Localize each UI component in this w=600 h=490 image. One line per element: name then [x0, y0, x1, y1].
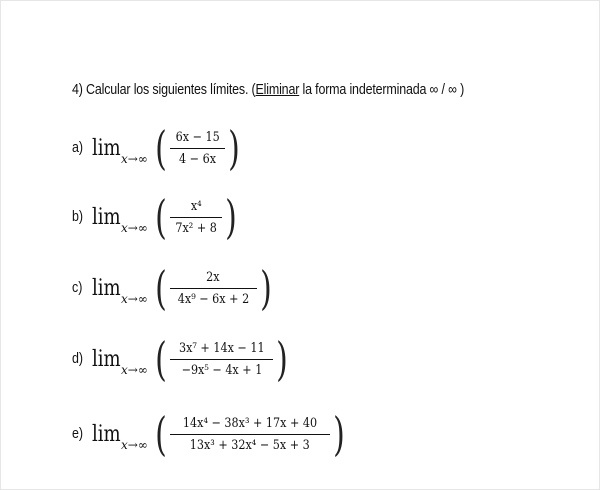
limit-subscript: x→∞ — [120, 292, 148, 306]
problem-letter: c) — [72, 280, 83, 296]
fraction-bar — [170, 217, 222, 218]
limit-subscript: x→∞ — [120, 363, 148, 377]
problem-a — [72, 118, 243, 178]
problem-letter: b) — [72, 209, 84, 225]
exercise-heading — [72, 82, 464, 98]
left-paren: ( — [154, 332, 167, 386]
heading-prefix: 4) Calcular los siguientes límites. ( — [72, 82, 256, 98]
problem-c — [72, 258, 275, 318]
left-paren: ( — [154, 407, 167, 461]
fraction — [170, 341, 274, 378]
numerator: 3x⁷ + 14x − 11 — [178, 340, 265, 356]
fraction-bar — [170, 148, 225, 149]
problem-letter: a) — [72, 140, 84, 156]
right-paren: ) — [228, 121, 240, 175]
numerator: x⁴ — [190, 198, 202, 214]
right-paren: ) — [259, 261, 272, 315]
fraction-bar — [170, 288, 257, 289]
problem-letter: d) — [72, 351, 84, 367]
heading-underlined-word: Eliminar — [255, 82, 300, 98]
limit-word: lim — [92, 346, 121, 372]
problem-b — [72, 187, 240, 247]
fraction — [170, 270, 257, 307]
right-paren: ) — [225, 190, 237, 244]
fraction-bar — [170, 434, 330, 435]
fraction — [170, 130, 225, 167]
heading-suffix: la forma indeterminada ∞ / ∞ ) — [299, 82, 465, 98]
denominator: −9x⁵ − 4x + 1 — [181, 362, 262, 378]
left-paren: ( — [154, 261, 167, 315]
limit-word: lim — [92, 135, 121, 161]
denominator: 13x³ + 32x⁴ − 5x + 3 — [189, 437, 310, 453]
right-paren: ) — [332, 407, 345, 461]
numerator: 6x − 15 — [175, 129, 220, 145]
numerator: 14x⁴ − 38x³ + 17x + 40 — [182, 415, 317, 431]
denominator: 7x² + 8 — [175, 220, 217, 236]
denominator: 4x⁹ − 6x + 2 — [177, 291, 249, 307]
limit-word: lim — [92, 275, 121, 301]
problem-d — [72, 329, 291, 389]
denominator: 4 − 6x — [178, 151, 216, 167]
right-paren: ) — [276, 332, 289, 386]
fraction — [170, 416, 330, 453]
limit-word: lim — [92, 204, 121, 230]
problem-e — [72, 404, 348, 464]
left-paren: ( — [154, 190, 167, 244]
limit-word: lim — [92, 421, 121, 447]
left-paren: ( — [154, 121, 167, 175]
limit-subscript: x→∞ — [120, 438, 148, 452]
numerator: 2x — [206, 269, 220, 285]
problem-letter: e) — [72, 426, 84, 442]
fraction-bar — [170, 359, 274, 360]
fraction — [170, 199, 222, 236]
limit-subscript: x→∞ — [120, 152, 148, 166]
limit-subscript: x→∞ — [120, 221, 148, 235]
